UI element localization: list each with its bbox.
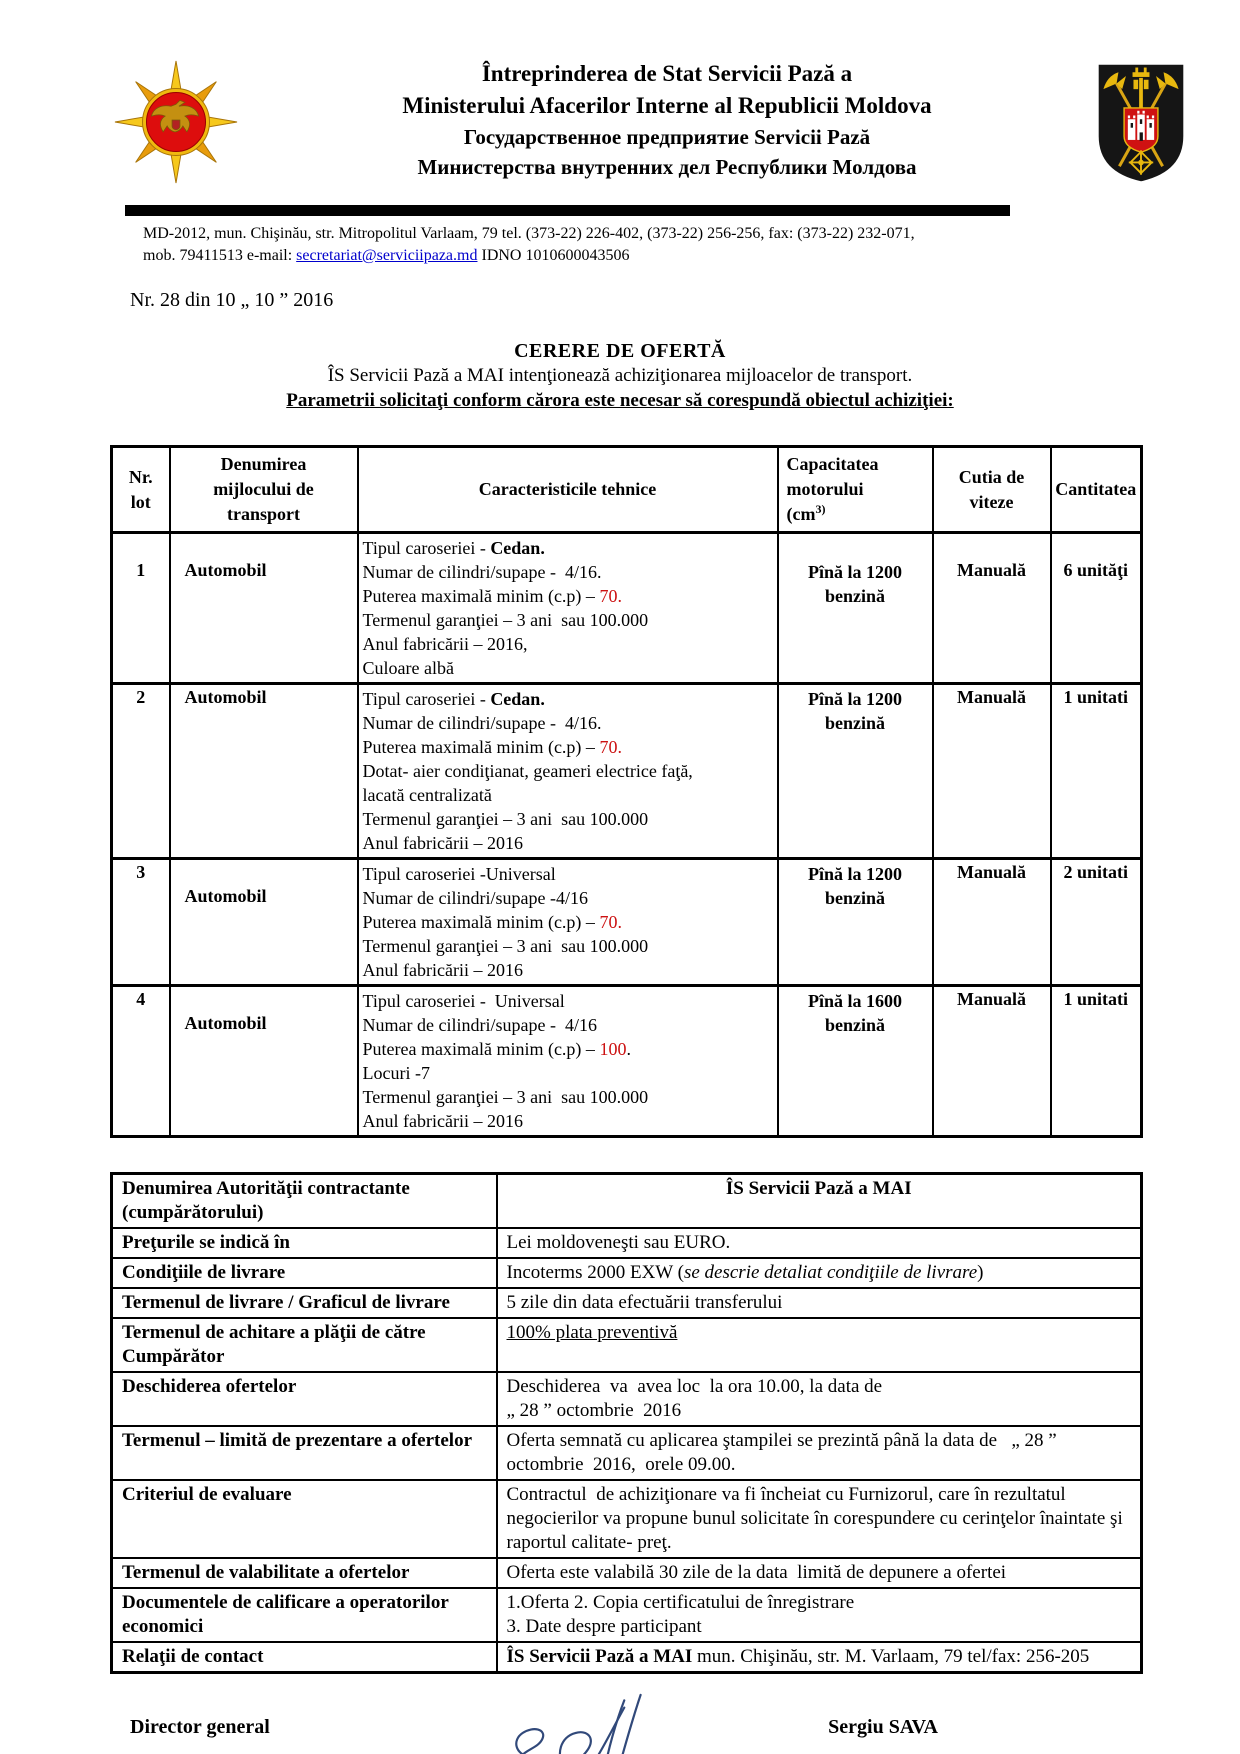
signatory-name: Sergiu SAVA [828, 1716, 938, 1738]
cell-quantity: 6 unităţi [1051, 533, 1142, 684]
cell-engine-capacity: Pînă la 1200 benzină [778, 533, 933, 684]
header-row [112, 447, 1142, 533]
terms-label-cell: Documentele de calificare a operatorilor economici [112, 1588, 497, 1642]
terms-label-cell: Condiţiile de livrare [112, 1258, 497, 1288]
header-divider-bar [125, 205, 1010, 216]
terms-label-cell: Deschiderea ofertelor [112, 1372, 497, 1426]
params-heading: Parametrii solicitaţi conform cărora este necesar să corespundă obiectul achiziţiei: [286, 390, 954, 411]
specs-table-body [112, 533, 1142, 1137]
cell-lot-number: 4 [112, 986, 170, 1137]
terms-value-cell: Oferta semnată cu aplicarea ştampilei se prezintă până la data de „ 28 ” octombrie 2016, orele 09.00. [497, 1426, 1142, 1480]
terms-label-cell: Termenul de valabilitate a ofertelor [112, 1558, 497, 1588]
terms-value-cell: Oferta este valabilă 30 zile de la data limită de depunere a ofertei [497, 1558, 1142, 1588]
lot-row [112, 859, 1142, 986]
column-header: Denumirea mijlocului de transport [170, 447, 358, 533]
terms-value-cell: Lei moldoveneşti sau EURO. [497, 1228, 1142, 1258]
terms-row [112, 1372, 1142, 1426]
contact-line-2-prefix: mob. 79411513 e-mail: [143, 247, 297, 264]
cell-vehicle-name: Automobil [170, 684, 358, 859]
terms-value-cell: 1.Oferta 2. Copia certificatului de înregistrare 3. Date despre participant [497, 1588, 1142, 1642]
doc-number-line: Nr. 28 din 10 „ 10 ” 2016 [130, 289, 334, 311]
cell-characteristics: Tipul caroseriei -Universal Numar de cilindri/supape -4/16 Puterea maximală minim (c.p) – 70. Termenul garanţiei – 3 ani sau 100.000 Anul fabricării – 2016 [358, 859, 778, 986]
terms-row [112, 1174, 1142, 1229]
letterhead [0, 0, 1240, 192]
terms-row [112, 1228, 1142, 1258]
cell-characteristics: Tipul caroseriei - Cedan. Numar de cilindri/supape - 4/16. Puterea maximală minim (c.p) – 70. Dotat- aier condiţianat, geameri electrice faţă, lacată centralizată Termenul garanţiei – 3 ani sau 100.000 Anul fabricării – 2016 [358, 684, 778, 859]
terms-label-cell: Relaţii de contact [112, 1642, 497, 1673]
servicii-paza-shield-logo [1094, 60, 1188, 186]
cell-lot-number: 1 [112, 533, 170, 684]
cell-engine-capacity: Pînă la 1200 benzină [778, 859, 933, 986]
lot-row [112, 533, 1142, 684]
intro-text: ÎS Servicii Pază a MAI intenţionează achiziţionarea mijloacelor de transport. [327, 365, 913, 386]
page-title: CERERE DE OFERTĂ [514, 340, 726, 362]
org-name [240, 52, 1094, 182]
cell-gearbox: Manuală [933, 859, 1051, 986]
cell-vehicle-name: Automobil [170, 533, 358, 684]
contract-terms-table [110, 1172, 1143, 1674]
terms-row [112, 1288, 1142, 1318]
column-header: Caracteristicile tehnice [358, 447, 778, 533]
terms-value-cell: Deschiderea va avea loc la ora 10.00, la data de „ 28 ” octombrie 2016 [497, 1372, 1142, 1426]
cell-gearbox: Manuală [933, 684, 1051, 859]
cell-characteristics: Tipul caroseriei - Universal Numar de cilindri/supape - 4/16 Puterea maximală minim (c.p) – 100. Locuri -7 Termenul garanţiei – 3 ani sau 100.000 Anul fabricării – 2016 [358, 986, 778, 1137]
cell-gearbox: Manuală [933, 533, 1051, 684]
terms-label-cell: Termenul de achitare a plăţii de către Cumpărător [112, 1318, 497, 1372]
org-name-line: Întreprinderea de Stat Servicii Pază a [481, 61, 853, 86]
cell-gearbox: Manuală [933, 986, 1051, 1137]
terms-row [112, 1558, 1142, 1588]
terms-label-cell: Termenul – limită de prezentare a ofertelor [112, 1426, 497, 1480]
terms-label-cell: Termenul de livrare / Graficul de livrare [112, 1288, 497, 1318]
specs-table [110, 445, 1143, 1138]
director-general-label: Director general [130, 1716, 270, 1738]
lot-row [112, 684, 1142, 859]
terms-label-cell: Criteriul de evaluare [112, 1480, 497, 1558]
org-name-line: Государственное предприятие Servicii Pază [463, 125, 871, 149]
contact-line-2-suffix: IDNO 1010600043506 [477, 247, 630, 264]
terms-value-cell: 100% plata preventivă [497, 1318, 1142, 1372]
terms-label-cell: Denumirea Autorităţii contractante (cumpărătorului) [112, 1174, 497, 1229]
column-header: Cantitatea [1051, 447, 1142, 533]
cell-quantity: 1 unitati [1051, 986, 1142, 1137]
terms-row [112, 1588, 1142, 1642]
contact-line-1: MD-2012, mun. Chişinău, str. Mitropolitul Varlaam, 79 tel. (373-22) 226-402, (373-22) 256-256, fax: (373-22) 232-071, [143, 225, 915, 242]
signature-block [130, 1698, 1188, 1754]
terms-value-cell: 5 zile din data efectuării transferului [497, 1288, 1142, 1318]
cell-lot-number: 2 [112, 684, 170, 859]
terms-label-cell: Preţurile se indică în [112, 1228, 497, 1258]
org-name-line: Ministerului Afacerilor Interne al Republicii Moldova [402, 93, 932, 118]
terms-row [112, 1258, 1142, 1288]
column-header: Nr. lot [112, 447, 170, 533]
cell-engine-capacity: Pînă la 1200 benzină [778, 684, 933, 859]
cell-lot-number: 3 [112, 859, 170, 986]
contact-info [143, 223, 1240, 267]
terms-row [112, 1642, 1142, 1673]
terms-value-cell: ÎS Servicii Pază a MAI mun. Chişinău, str. M. Varlaam, 79 tel/fax: 256-205 [497, 1642, 1142, 1673]
cell-quantity: 1 unitati [1051, 684, 1142, 859]
column-header: Cutia de viteze [933, 447, 1051, 533]
cell-quantity: 2 unitati [1051, 859, 1142, 986]
contact-line-2 [143, 245, 1240, 267]
cell-characteristics: Tipul caroseriei - Cedan. Numar de cilindri/supape - 4/16. Puterea maximală minim (c.p) – 70. Termenul garanţiei – 3 ani sau 100.000 Anul fabricării – 2016, Culoare albă [358, 533, 778, 684]
terms-row [112, 1480, 1142, 1558]
org-name-line: Министерства внутренних дел Республики Молдова [417, 155, 917, 179]
terms-value-cell: ÎS Servicii Pază a MAI [497, 1174, 1142, 1229]
terms-value-cell: Contractul de achiziţionare va fi încheiat cu Furnizorul, care în rezultatul negocierilor va propune bunul solicitate în corespundere cu cerinţelor înaintate şi raportul calitate- preţ. [497, 1480, 1142, 1558]
contract-terms-table-body [112, 1174, 1142, 1673]
handwritten-signature [480, 1684, 705, 1754]
mai-star-emblem-logo [112, 52, 240, 192]
cell-vehicle-name: Automobil [170, 986, 358, 1137]
cell-engine-capacity: Pînă la 1600 benzină [778, 986, 933, 1137]
terms-row [112, 1318, 1142, 1372]
specs-table-header [112, 447, 1142, 533]
terms-row [112, 1426, 1142, 1480]
terms-value-cell: Incoterms 2000 EXW (se descrie detaliat condiţiile de livrare) [497, 1258, 1142, 1288]
cell-vehicle-name: Automobil [170, 859, 358, 986]
column-header: Capacitatea motorului ($cm^{3)}$ [778, 447, 933, 533]
email-link[interactable]: secretariat@serviciipaza.md [296, 247, 478, 264]
lot-row [112, 986, 1142, 1137]
